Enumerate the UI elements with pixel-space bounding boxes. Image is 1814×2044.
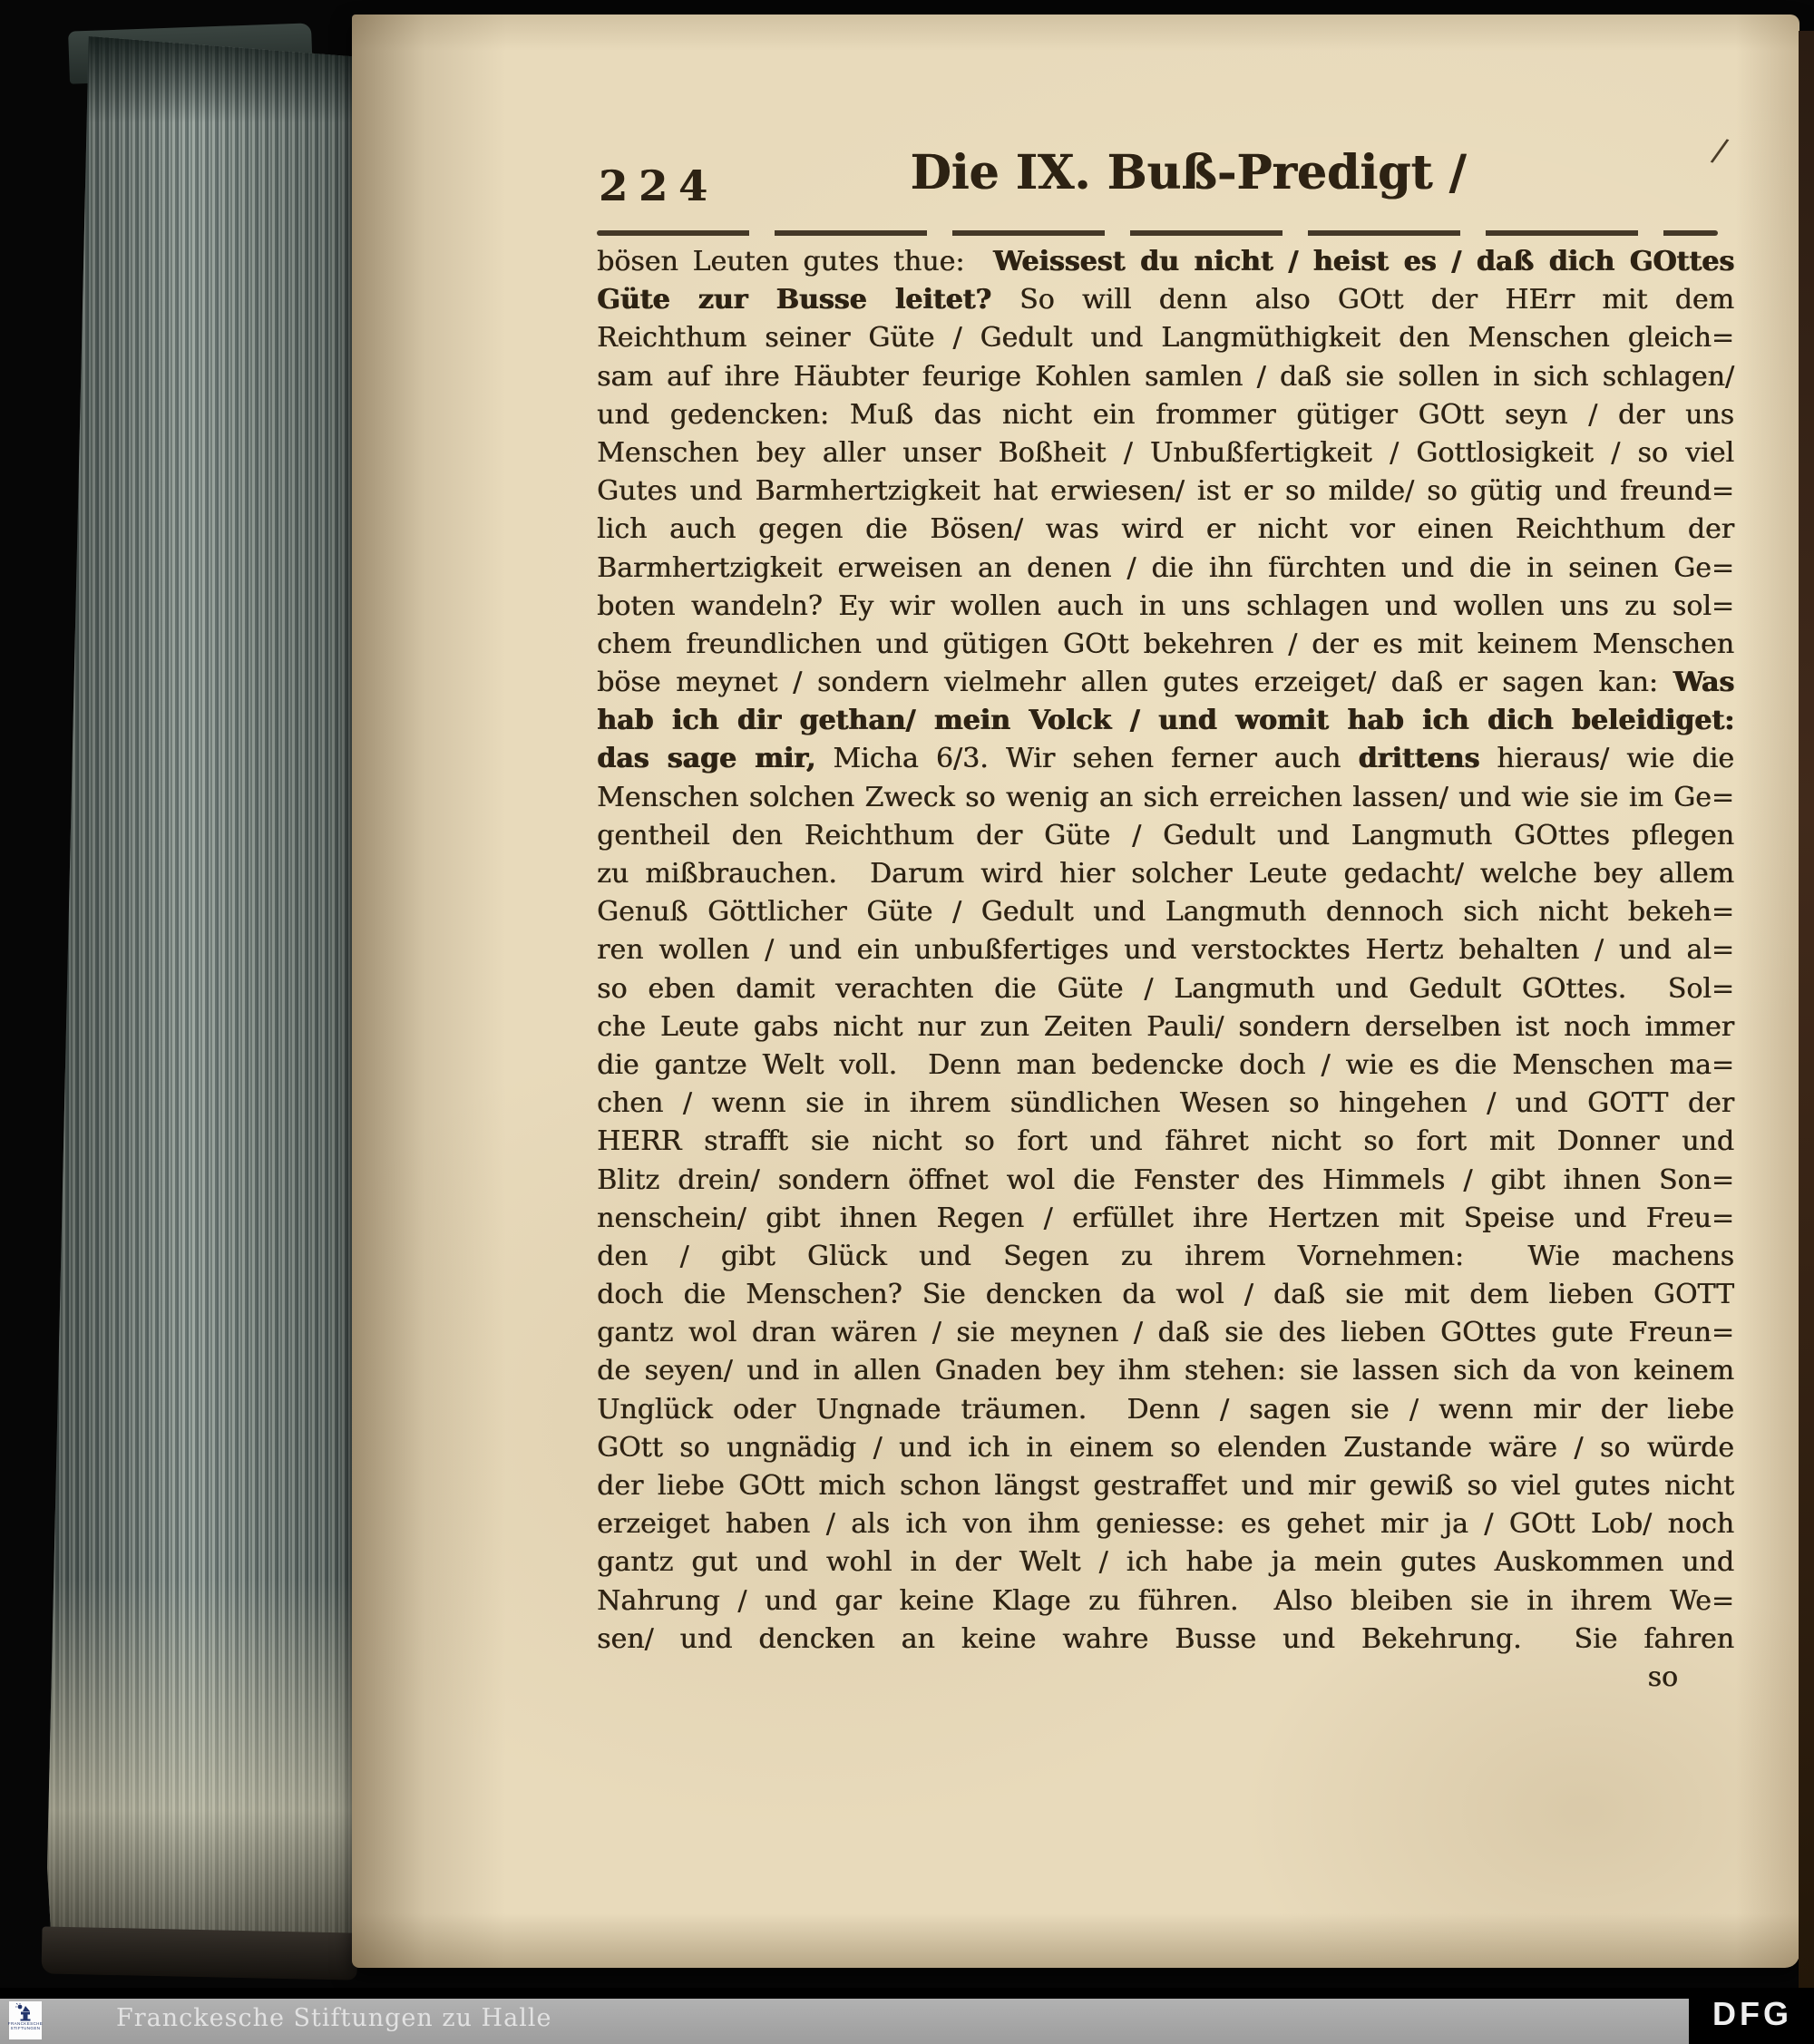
body-text-run: sen/ und dencken an keine wahre Busse und Bekehrung. Sie fahren <box>597 1622 1734 1655</box>
body-line <box>597 281 1734 319</box>
body-line <box>597 1543 1734 1582</box>
body-text-run: bösen Leuten gutes thue: <box>597 246 993 277</box>
body-line <box>597 664 1734 702</box>
body-text-run: doch die Menschen? Sie dencken da wol / daß sie mit dem lieben GOTT <box>597 1279 1734 1311</box>
body-text-run: HERR strafft sie nicht so fort und fähret nicht so fort mit Donner und <box>597 1125 1734 1158</box>
body-text-run: Weissest du nicht / heist es / daß dich GOttes <box>992 246 1734 277</box>
body-line <box>597 1008 1734 1046</box>
body-line <box>597 1467 1734 1505</box>
body-text-run: der liebe GOtt mich schon längst gestraffet und mir gewiß so viel gutes nicht <box>597 1470 1734 1502</box>
book-page-edges <box>47 36 366 1964</box>
body-text-run: drittens <box>1358 743 1480 775</box>
book-cover-right-edge <box>1799 31 1814 1988</box>
body-text-run: Menschen solchen Zweck so wenig an sich erreichen lassen/ und wie sie im Ge= <box>597 781 1734 813</box>
body-text-run: erzeiget haben / als ich von ihm geniesse: es gehet mir ja / GOtt Lob/ noch <box>597 1508 1734 1541</box>
body-text-run: hab ich dir gethan/ mein Volck / und womit hab ich dich beleidiget: <box>597 705 1734 737</box>
body-text <box>597 243 1734 1659</box>
body-text-run: Menschen bey aller unser Boßheit / Unbußfertigkeit / Gottlosigkeit / so viel <box>597 436 1734 469</box>
body-line <box>597 1238 1734 1276</box>
body-line <box>597 1276 1734 1314</box>
body-line <box>597 358 1734 396</box>
corner-mark: / <box>1708 131 1731 170</box>
body-line <box>597 319 1734 357</box>
body-line <box>597 817 1734 855</box>
footer-bar <box>0 1988 1814 2044</box>
catchword: so <box>1647 1661 1678 1693</box>
body-line <box>597 1200 1734 1238</box>
body-line <box>597 931 1734 969</box>
body-text-run: den / gibt Glück und Segen zu ihrem Vornehmen: Wie machens <box>597 1240 1734 1272</box>
body-text-run: So will denn also GOtt der HErr mit dem <box>1019 284 1734 316</box>
body-text-run: Reichthum seiner Güte / Gedult und Langmüthigkeit den Menschen gleich= <box>597 322 1734 355</box>
body-line <box>597 1046 1734 1085</box>
body-line <box>597 1314 1734 1352</box>
body-text-run: GOtt so ungnädig / und ich in einem so elenden Zustande wäre / so würde <box>597 1431 1734 1464</box>
body-line <box>597 1391 1734 1429</box>
body-line <box>597 740 1734 778</box>
body-line <box>597 1085 1734 1123</box>
body-text-run: nenschein/ gibt ihnen Regen / erfüllet ihre Hertzen mit Speise und Freu= <box>597 1202 1734 1234</box>
body-text-run: das sage mir, <box>597 743 816 775</box>
body-line <box>597 779 1734 817</box>
body-line <box>597 1505 1734 1543</box>
body-text-run: zu mißbrauchen. Darum wird hier solcher Leute gedacht/ welche bey allem <box>597 858 1734 890</box>
body-text-run: gantz wol dran wären / sie meynen / daß sie des lieben GOttes gute Freun= <box>597 1317 1734 1349</box>
library-name: Franckesche Stiftungen zu Halle <box>116 2004 552 2032</box>
body-text-run: gantz gut und wohl in der Welt / ich habe ja mein gutes Auskommen und <box>597 1546 1734 1579</box>
book-cover-bottom-edge <box>41 1926 357 1980</box>
body-text-run: Blitz drein/ sondern öffnet wol die Fenster des Himmels / gibt ihnen Son= <box>597 1163 1734 1196</box>
body-line <box>597 1429 1734 1467</box>
body-text-run: che Leute gabs nicht nur zun Zeiten Pauli/ sondern derselben ist noch immer <box>597 1010 1734 1043</box>
header-divider-rule <box>597 230 1718 236</box>
body-text-run: ren wollen / und ein unbußfertiges und verstocktes Hertz behalten / und al= <box>597 934 1734 967</box>
body-line <box>597 626 1734 664</box>
body-text-run: Genuß Göttlicher Güte / Gedult und Langmuth dennoch sich nicht bekeh= <box>597 896 1734 929</box>
body-text-run: Nahrung / und gar keine Klage zu führen. Also bleiben sie in ihrem We= <box>597 1584 1734 1617</box>
body-text-run: Micha 6/3. Wir sehen ferner auch <box>815 743 1359 775</box>
body-line <box>597 1582 1734 1621</box>
body-line <box>597 702 1734 740</box>
body-line <box>597 434 1734 472</box>
franckesche-stiftungen-logo-icon <box>9 2001 42 2039</box>
body-text-run: Güte zur Busse leitet? <box>597 284 1020 316</box>
body-text-run: boten wandeln? Ey wir wollen auch in uns schlagen und wollen uns zu sol= <box>597 589 1734 622</box>
eagle-emblem-icon <box>15 2003 35 2021</box>
body-line <box>597 970 1734 1008</box>
body-line <box>597 396 1734 434</box>
body-text-run: Gutes und Barmhertzigkeit hat erwiesen/ ist er so milde/ so gütig und freund= <box>597 475 1734 508</box>
body-text-run: Barmhertzigkeit erweisen an denen / die ihn fürchten und die in seinen Ge= <box>597 551 1734 584</box>
page-number: 224 <box>599 161 719 210</box>
body-line <box>597 1162 1734 1200</box>
body-text-run: chem freundlichen und gütigen GOtt bekehren / der es mit keinem Menschen <box>597 628 1734 660</box>
body-line <box>597 588 1734 626</box>
body-text-run: hieraus/ wie die <box>1479 743 1734 775</box>
body-line <box>597 1123 1734 1161</box>
body-line <box>597 1621 1734 1659</box>
body-line <box>597 550 1734 588</box>
body-text-run: sam auf ihre Häubter feurige Kohlen samlen / daß sie sollen in sich schlagen/ <box>597 360 1734 393</box>
body-line <box>597 855 1734 893</box>
body-text-run: chen / wenn sie in ihrem sündlichen Wesen so hingehen / und GOTT der <box>597 1087 1734 1120</box>
body-line <box>597 243 1734 281</box>
body-text-run: so eben damit verachten die Güte / Langmuth und Gedult GOttes. Sol= <box>597 972 1734 1005</box>
body-line <box>597 893 1734 931</box>
body-text-run: de seyen/ und in allen Gnaden bey ihm stehen: sie lassen sich da von keinem <box>597 1355 1734 1387</box>
logo-text-line2: STIFTUNGEN <box>10 2026 41 2030</box>
body-line <box>597 511 1734 549</box>
body-text-run: böse meynet / sondern vielmehr allen gutes erzeiget/ daß er sagen kan: <box>597 667 1673 699</box>
body-line <box>597 472 1734 511</box>
body-line <box>597 1352 1734 1390</box>
logo-text-line1: FRANCKESCHE <box>7 2021 44 2026</box>
body-text-run: gentheil den Reichthum der Güte / Gedult und Langmuth GOttes pflegen <box>597 819 1734 852</box>
running-title: Die IX. Buß-Predigt / <box>910 145 1467 200</box>
body-text-run: und gedencken: Muß das nicht ein frommer gütiger GOtt seyn / der uns <box>597 398 1734 431</box>
body-text-run: Was <box>1673 667 1734 699</box>
body-text-run: die gantze Welt voll. Denn man bedencke doch / wie es die Menschen ma= <box>597 1048 1734 1081</box>
body-text-run: Unglück oder Ungnade träumen. Denn / sagen sie / wenn mir der liebe <box>597 1393 1734 1426</box>
body-text-run: lich auch gegen die Bösen/ was wird er nicht vor einen Reichthum der <box>597 513 1734 546</box>
dfg-logo: DFG <box>1712 1995 1792 2032</box>
